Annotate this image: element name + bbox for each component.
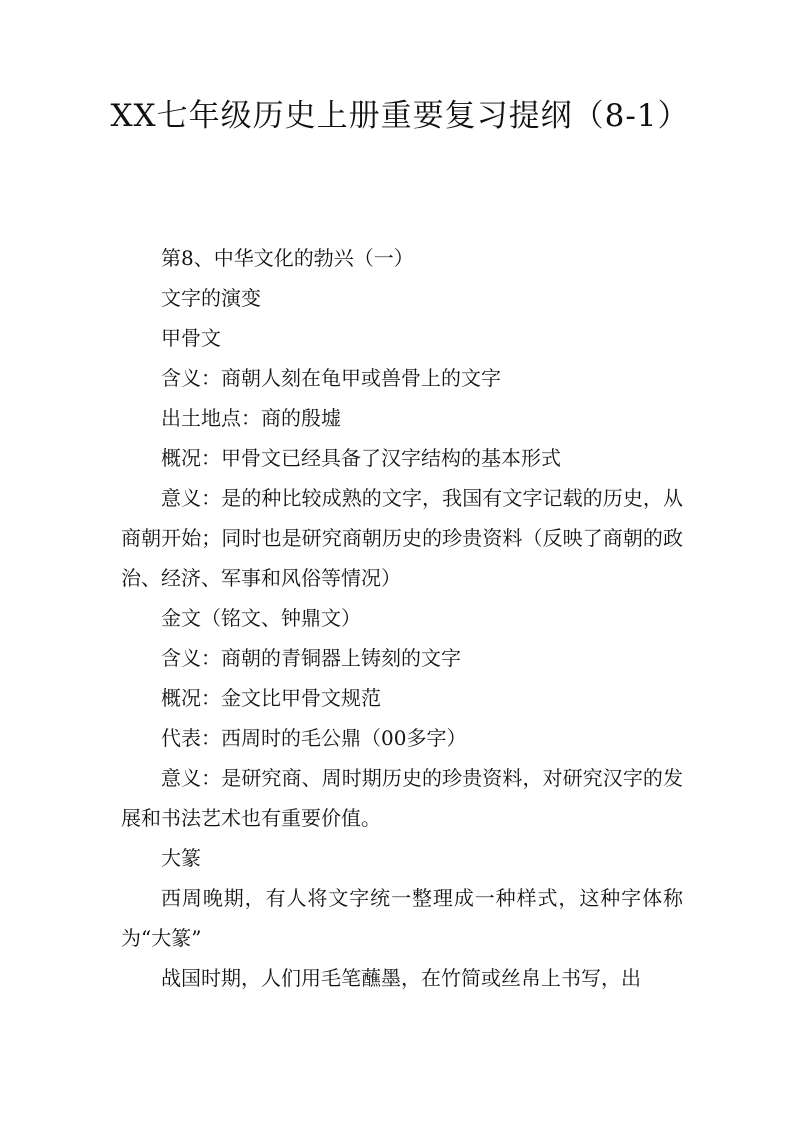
paragraph: 文字的演变: [161, 286, 261, 310]
paragraph: 含义：商朝的青铜器上铸刻的文字: [161, 646, 461, 670]
paragraph: 甲骨文: [161, 326, 221, 350]
paragraph: 西周晚期，有人将文字统一整理成一种样式，这种字体称为“大篆”: [121, 886, 683, 950]
paragraph: 代表：西周时的毛公鼎（00多字）: [161, 726, 467, 750]
paragraph: 含义：商朝人刻在龟甲或兽骨上的文字: [161, 366, 501, 390]
paragraph: 第8、中华文化的勃兴（一）: [161, 246, 414, 270]
paragraph: 大篆: [161, 846, 201, 870]
paragraph: 意义：是的种比较成熟的文字，我国有文字记载的历史，从商朝开始；同时也是研究商朝历史的珍贵资料（反映了商朝的政治、经济、军事和风俗等情况）: [121, 486, 683, 590]
paragraph: 出土地点：商的殷墟: [161, 406, 341, 430]
paragraph: 金文（铭文、钟鼎文）: [161, 606, 361, 630]
paragraph: 概况：金文比甲骨文规范: [161, 686, 381, 710]
paragraph: 概况：甲骨文已经具备了汉字结构的基本形式: [161, 446, 561, 470]
paragraph: 意义：是研究商、周时期历史的珍贵资料，对研究汉字的发展和书法艺术也有重要价值。: [121, 766, 683, 830]
document-title: XX七年级历史上册重要复习提纲（8-1）: [110, 98, 690, 134]
paragraph: 战国时期，人们用毛笔蘸墨，在竹简或丝帛上书写，出: [161, 966, 641, 990]
document-body: [121, 238, 683, 998]
